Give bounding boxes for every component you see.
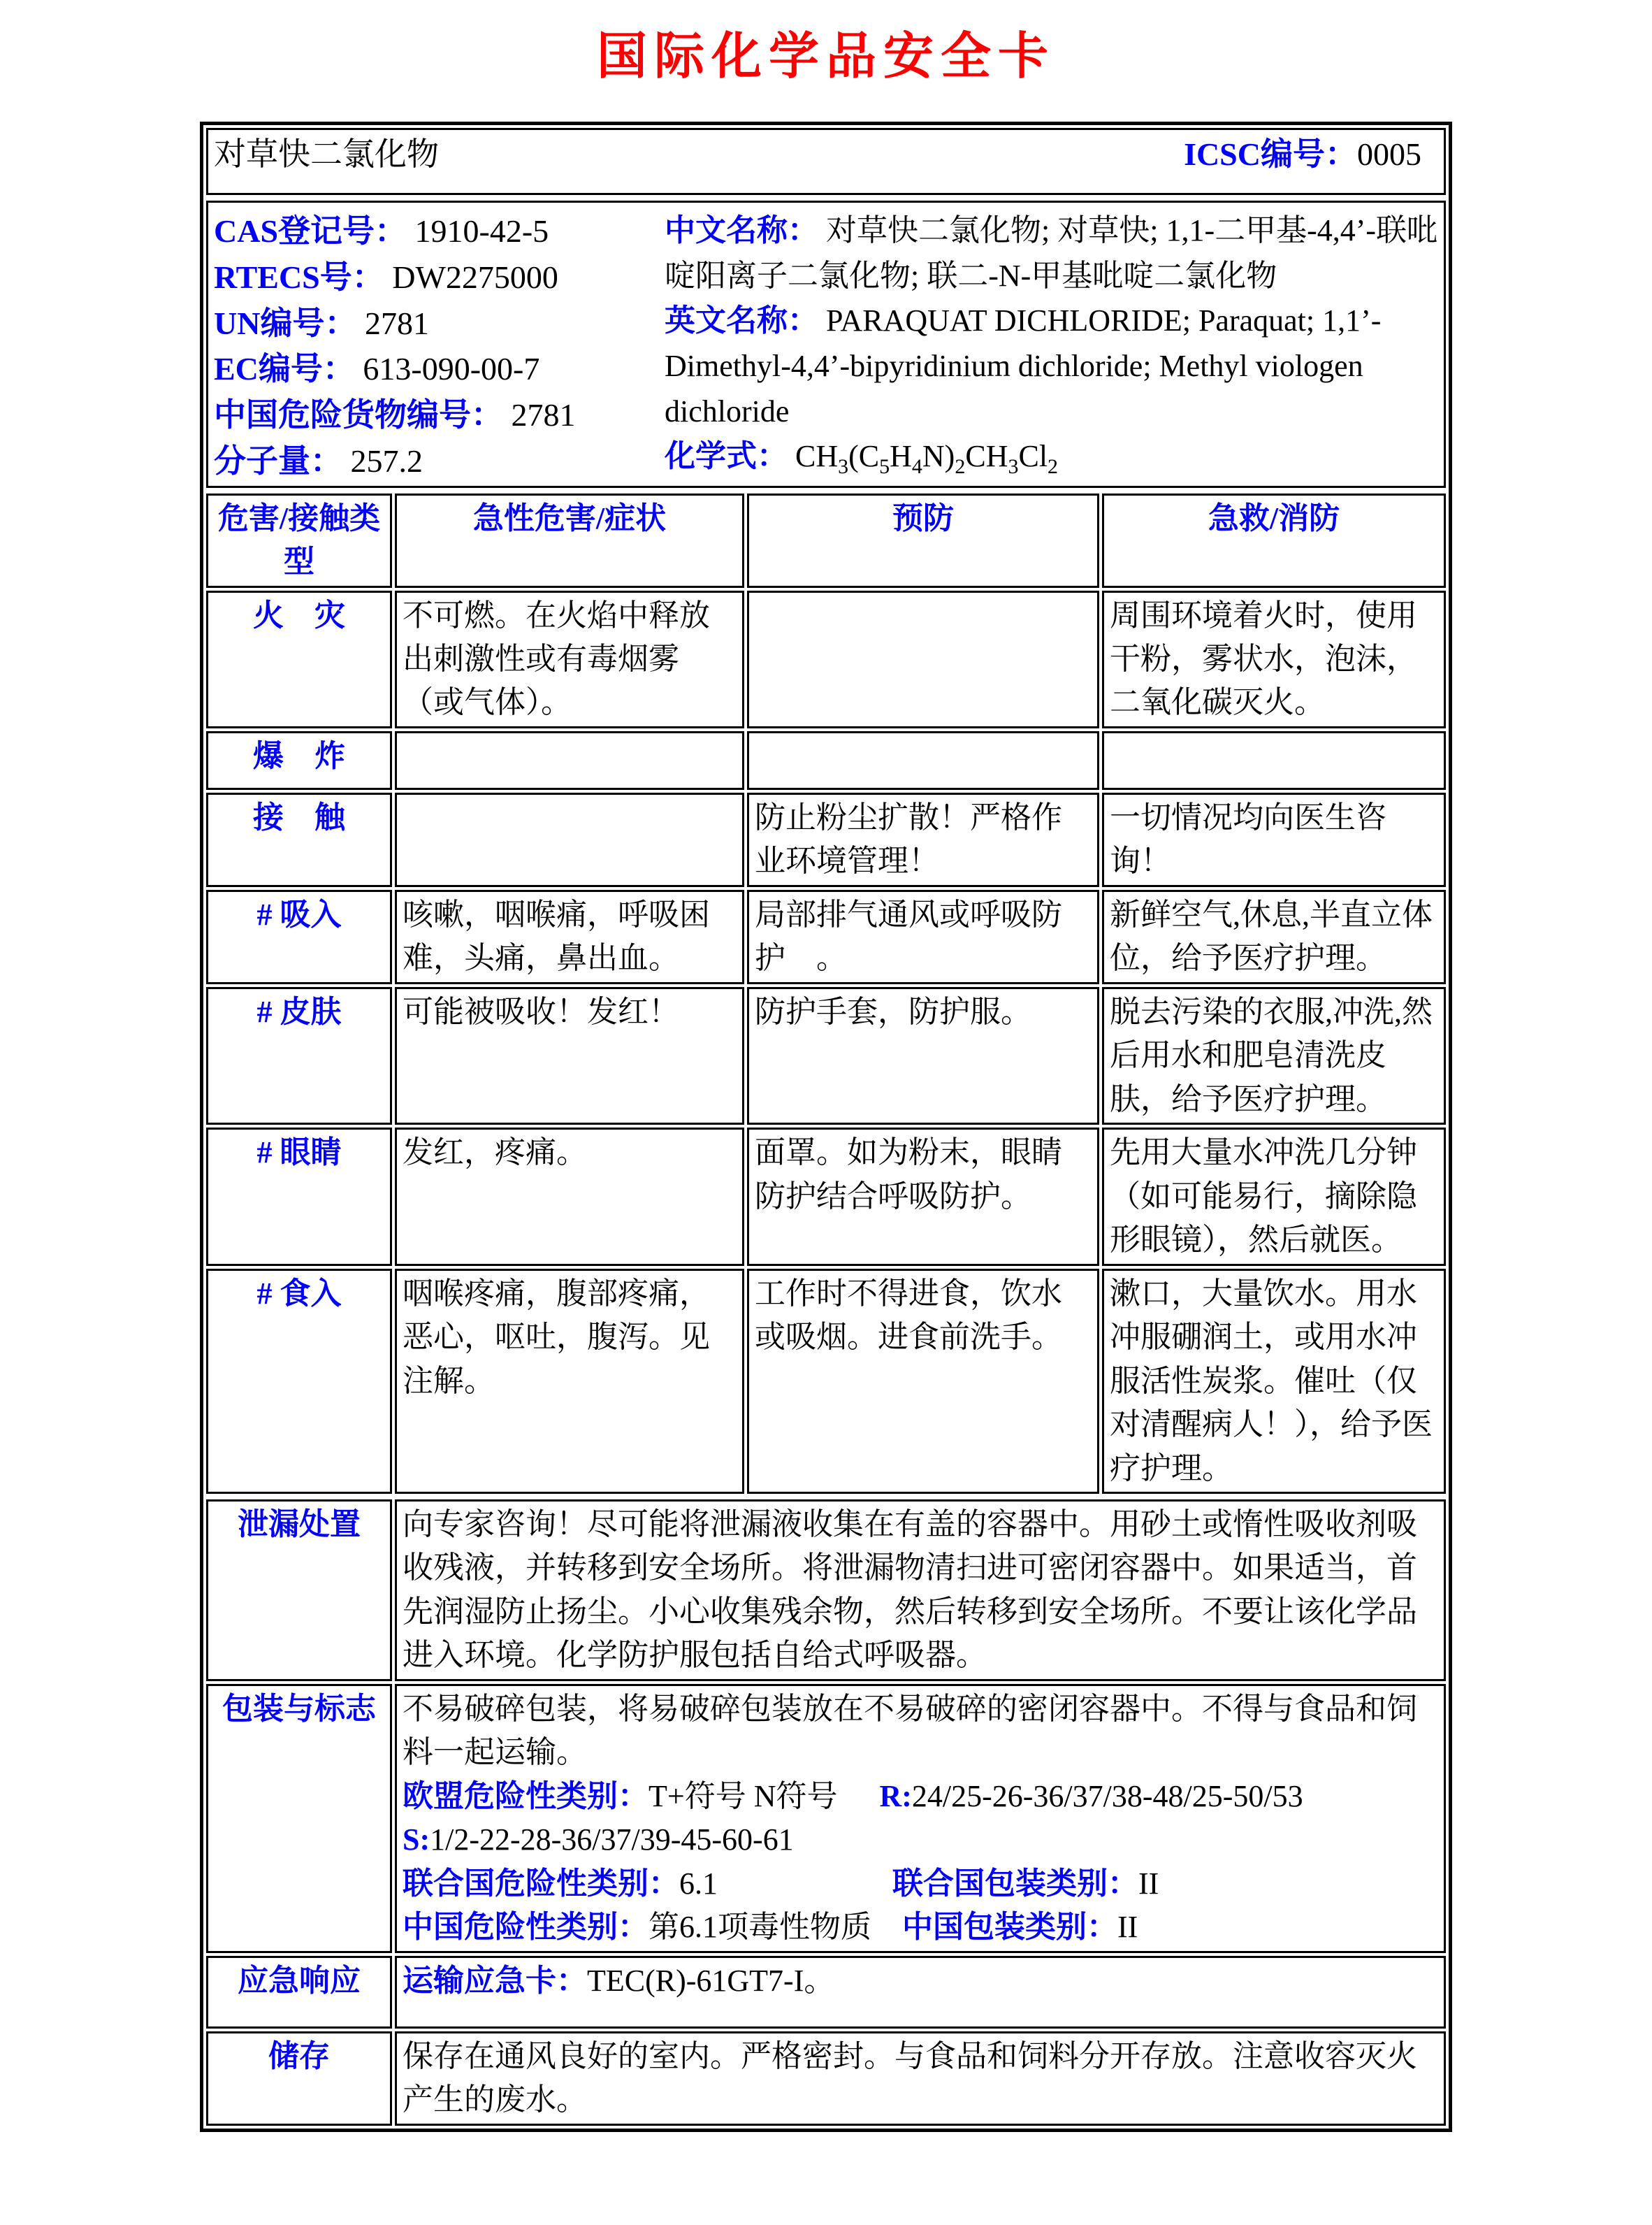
skin-prevention-cell: 防护手套，防护服。 xyxy=(747,987,1099,1125)
un-pack-group-value: II xyxy=(1138,1866,1159,1901)
eu-hazard-class-value: T+符号 N符号 xyxy=(649,1778,838,1813)
molecular-weight-line xyxy=(214,438,665,484)
row-label-inhalation: # 吸入 xyxy=(206,890,392,984)
inhalation-firstaid-cell: 新鲜空气,休息,半直立体位，给予医疗护理。 xyxy=(1102,890,1446,984)
cas-number-value: 1910-42-5 xyxy=(414,213,549,249)
un-pack-group-label: 联合国包装类别： xyxy=(892,1866,1138,1901)
explosion-firstaid-cell xyxy=(1102,731,1446,790)
hazard-table xyxy=(203,491,1449,1497)
table-row-explosion xyxy=(206,731,1446,790)
english-name-paragraph xyxy=(665,298,1438,434)
row-label-explosion: 爆 炸 xyxy=(206,731,392,790)
r-phrases-value: 24/25-26-36/37/38-48/25-50/53 xyxy=(911,1778,1303,1813)
row-label-skin: # 皮肤 xyxy=(206,987,392,1125)
eu-hazard-class-line xyxy=(403,1775,1438,1818)
emergency-response-content xyxy=(395,1956,1446,2029)
skin-symptoms-cell: 可能被吸收！发红！ xyxy=(395,987,744,1125)
substance-name: 对草快二氯化物 xyxy=(214,136,439,172)
un-number-line xyxy=(214,301,665,347)
table-row-exposure xyxy=(206,793,1446,887)
column-header-hazard-type: 危害/接触类型 xyxy=(206,494,392,588)
eyes-firstaid-cell: 先用大量水冲洗几分钟（如可能易行，摘除隐形眼镜），然后就医。 xyxy=(1102,1128,1446,1265)
row-label-exposure: 接 触 xyxy=(206,793,392,887)
eyes-symptoms-cell: 发红，疼痛。 xyxy=(395,1128,744,1265)
rtecs-number-line xyxy=(214,254,665,301)
table-row-emergency xyxy=(206,1956,1446,2029)
page-title: 国际化学品安全卡 xyxy=(596,27,1055,85)
table-row-fire xyxy=(206,591,1446,728)
row-label-spill-disposal: 泄漏处置 xyxy=(206,1499,392,1681)
storage-text: 保存在通风良好的室内。严格密封。与食品和饲料分开存放。注意收容灭火产生的废水。 xyxy=(395,2031,1446,2126)
packaging-labelling-content xyxy=(395,1684,1446,1953)
icsc-number-label: ICSC编号： xyxy=(1184,136,1357,172)
row-label-ingestion: # 食入 xyxy=(206,1269,392,1494)
china-dg-number-label: 中国危险货物编号： xyxy=(214,397,503,433)
spill-disposal-text: 向专家咨询！尽可能将泄漏液收集在有盖的容器中。用砂土或惰性吸收剂吸收残液，并转移到安全场所。将泄漏物清扫进可密闭容器中。如果适当，首先润湿防止扬尘。小心收集残余物，然后转移到安全场所。不要让该化学品进入环境。化学防护服包括自给式呼吸器。 xyxy=(395,1499,1446,1681)
exposure-prevention-cell: 防止粉尘扩散！严格作业环境管理！ xyxy=(747,793,1099,887)
un-hazard-class-label: 联合国危险性类别： xyxy=(403,1866,679,1901)
s-phrases-value: 1/2-22-28-36/37/39-45-60-61 xyxy=(430,1822,794,1857)
r-phrases-label: R: xyxy=(879,1778,912,1813)
column-header-firstaid: 急救/消防 xyxy=(1102,494,1446,588)
cn-pack-group-label: 中国包装类别： xyxy=(902,1910,1117,1945)
table-row-spill xyxy=(206,1499,1446,1681)
un-number-value: 2781 xyxy=(364,305,429,341)
column-header-prevention: 预防 xyxy=(747,494,1099,588)
ingestion-prevention-cell: 工作时不得进食，饮水或吸烟。进食前洗手。 xyxy=(747,1269,1099,1494)
registration-table xyxy=(203,198,1449,491)
china-dg-number-line xyxy=(214,392,665,438)
registration-names xyxy=(665,204,1438,484)
fire-firstaid-cell: 周围环境着火时，使用干粉，雾状水，泡沫，二氧化碳灭火。 xyxy=(1102,591,1446,728)
transport-emergency-card-value: TEC(R)-61GT7-I。 xyxy=(587,1963,835,1998)
ec-number-label: EC编号： xyxy=(214,351,355,387)
table-row-ingestion xyxy=(206,1269,1446,1494)
ec-number-line xyxy=(214,346,665,392)
explosion-prevention-cell xyxy=(747,731,1099,790)
table-row-inhalation xyxy=(206,890,1446,984)
english-name-label: 英文名称： xyxy=(665,303,818,338)
s-phrases-line xyxy=(403,1818,1438,1862)
transport-emergency-card-label: 运输应急卡： xyxy=(403,1963,587,1998)
exposure-firstaid-cell: 一切情况均向医生咨询！ xyxy=(1102,793,1446,887)
table-row-skin xyxy=(206,987,1446,1125)
card-header-table xyxy=(203,125,1449,198)
molecular-weight-label: 分子量： xyxy=(214,442,342,479)
ingestion-firstaid-cell: 漱口，大量饮水。用水冲服硼润土，或用水冲服活性炭浆。催吐（仅对清醒病人！），给予医疗护理。 xyxy=(1102,1269,1446,1494)
table-row-storage xyxy=(206,2031,1446,2126)
chemical-formula-paragraph xyxy=(665,434,1438,482)
un-number-label: UN编号： xyxy=(214,305,357,341)
table-row-packaging xyxy=(206,1684,1446,1953)
bottom-sections-table xyxy=(203,1497,1449,2129)
registration-numbers xyxy=(214,204,665,484)
eu-hazard-class-label: 欧盟危险性类别： xyxy=(403,1778,649,1813)
row-label-emergency-response: 应急响应 xyxy=(206,1956,392,2029)
icsc-number-value: 0005 xyxy=(1357,136,1421,172)
hazard-header-row xyxy=(206,494,1446,588)
cn-hazard-class-value: 第6.1项毒性物质 xyxy=(649,1910,871,1945)
fire-symptoms-cell: 不可燃。在火焰中释放出刺激性或有毒烟雾（或气体）。 xyxy=(395,591,744,728)
fire-prevention-cell xyxy=(747,591,1099,728)
chemical-formula-label: 化学式： xyxy=(665,439,788,474)
rtecs-number-value: DW2275000 xyxy=(392,259,558,295)
chinese-name-label: 中文名称： xyxy=(665,213,818,247)
row-label-storage: 储存 xyxy=(206,2031,392,2126)
explosion-symptoms-cell xyxy=(395,731,744,790)
inhalation-symptoms-cell: 咳嗽，咽喉痛，呼吸困难，头痛，鼻出血。 xyxy=(395,890,744,984)
english-name-value: PARAQUAT DICHLORIDE; Paraquat; 1,1’-Dimethyl-4,4’-bipyridinium dichloride; Methyl viologen dichloride xyxy=(665,303,1382,429)
column-header-symptoms: 急性危害/症状 xyxy=(395,494,744,588)
ec-number-value: 613-090-00-7 xyxy=(363,351,540,387)
un-hazard-class-value: 6.1 xyxy=(679,1866,718,1901)
chemical-formula-value: $CH_3(C_5H_4N)_2CH_3Cl_2$ xyxy=(795,439,1059,479)
packaging-intro-text: 不易破碎包装，将易破碎包装放在不易破碎的密闭容器中。不得与食品和饲料一起运输。 xyxy=(403,1691,1417,1770)
china-dg-number-value: 2781 xyxy=(511,397,576,433)
table-row-eyes xyxy=(206,1128,1446,1265)
cas-number-label: CAS登记号： xyxy=(214,213,407,249)
ingestion-symptoms-cell: 咽喉疼痛，腹部疼痛，恶心，呕吐，腹泻。见注解。 xyxy=(395,1269,744,1494)
icsc-number-field xyxy=(1184,131,1421,177)
rtecs-number-label: RTECS号： xyxy=(214,259,384,295)
cn-pack-group-value: II xyxy=(1117,1910,1138,1945)
cn-class-line xyxy=(403,1906,1438,1949)
s-phrases-label: S: xyxy=(403,1822,430,1857)
exposure-symptoms-cell xyxy=(395,793,744,887)
eyes-prevention-cell: 面罩。如为粉末，眼睛防护结合呼吸防护。 xyxy=(747,1128,1099,1265)
cn-hazard-class-label: 中国危险性类别： xyxy=(403,1910,649,1945)
skin-firstaid-cell: 脱去污染的衣服,冲洗,然后用水和肥皂清洗皮肤，给予医疗护理。 xyxy=(1102,987,1446,1125)
registration-cell xyxy=(206,201,1446,488)
inhalation-prevention-cell: 局部排气通风或呼吸防护 。 xyxy=(747,890,1099,984)
row-label-packaging-labelling: 包装与标志 xyxy=(206,1684,392,1953)
card-header-cell xyxy=(206,128,1446,195)
molecular-weight-value: 257.2 xyxy=(350,442,423,479)
un-class-line xyxy=(403,1862,1438,1906)
icsc-card xyxy=(200,122,1452,2132)
cas-number-line xyxy=(214,208,665,254)
chinese-name-value: 对草快二氯化物; 对草快; 1,1-二甲基-4,4’-联吡啶阳离子二氯化物; 联二-N-甲基吡啶二氯化物 xyxy=(665,213,1438,293)
row-label-fire: 火 灾 xyxy=(206,591,392,728)
chinese-name-paragraph xyxy=(665,208,1438,298)
row-label-eyes: # 眼睛 xyxy=(206,1128,392,1265)
